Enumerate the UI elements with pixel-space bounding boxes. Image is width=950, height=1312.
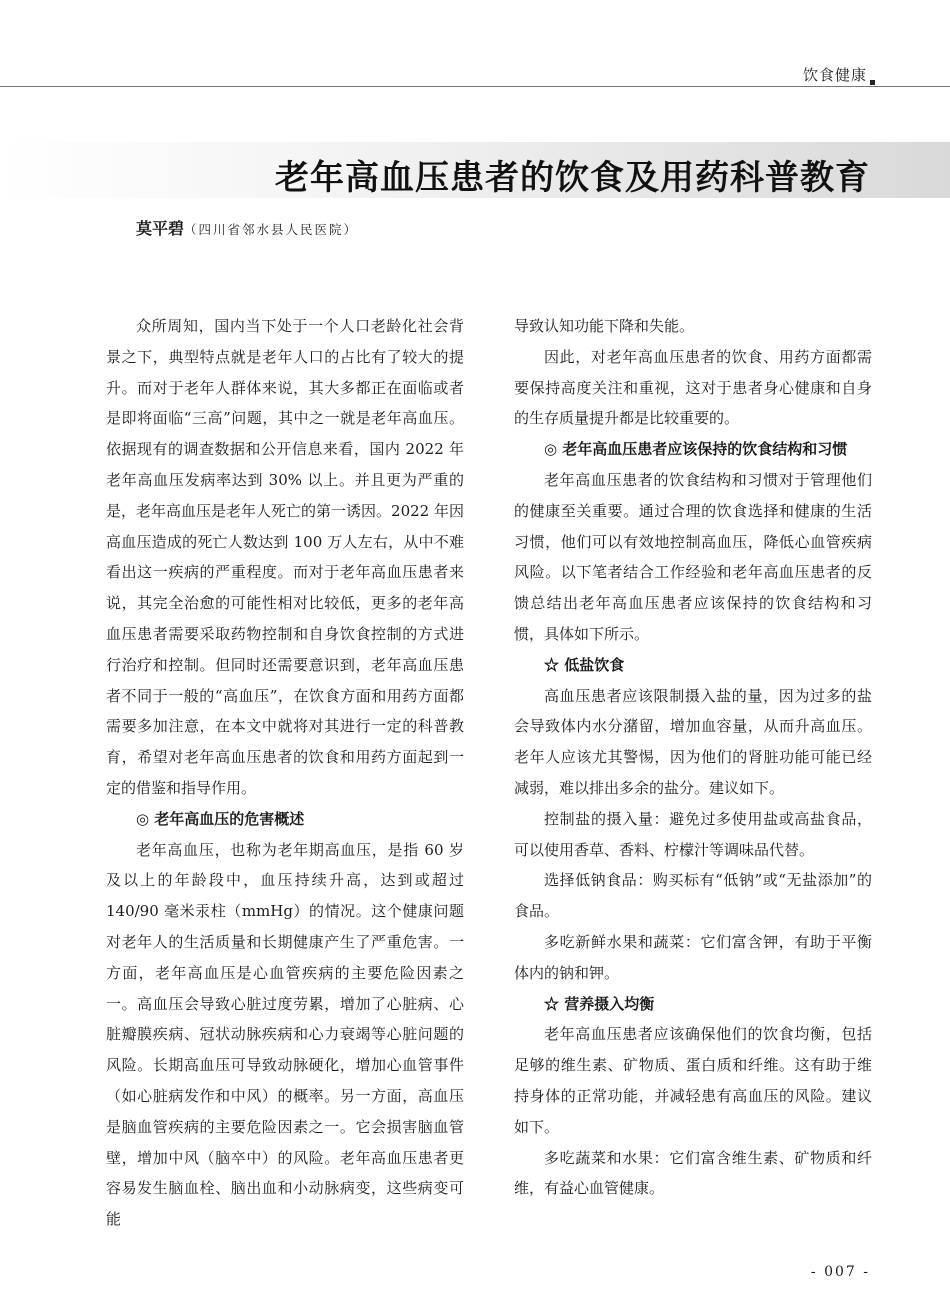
right-column bbox=[514, 311, 872, 1204]
summary-paragraph: 因此，对老年高血压患者的饮食、用药方面都需要保持高度关注和重视，这对于患者身心健康和自身的生存质量提升都是比较重要的。 bbox=[514, 347, 872, 428]
vegetables-paragraph: 多吃蔬菜和水果：它们富含维生素、矿物质和纤维，有益心血管健康。 bbox=[514, 1148, 872, 1198]
left-column bbox=[106, 311, 464, 1235]
article-title: 老年高血压患者的饮食及用药科普教育 bbox=[275, 158, 870, 198]
fruit-vegetable-paragraph: 多吃新鲜水果和蔬菜：它们富含钾，有助于平衡体内的钠和钾。 bbox=[514, 932, 872, 982]
diet-intro-paragraph: 老年高血压患者的饮食结构和习惯对于管理他们的健康至关重要。通过合理的饮食选择和健康的生活习惯，他们可以有效地控制高血压，降低心血管疾病风险。以下笔者结合工作经验和老年高血压患者的反馈总结出老年高血压患者应该保持的饮食结构和习惯，具体如下所示。 bbox=[514, 470, 872, 643]
subheading-balanced-nutrition: ☆ 营养摄入均衡 bbox=[544, 994, 655, 1013]
header-divider bbox=[0, 86, 950, 87]
section-heading-hazards: ◎ 老年高血压的危害概述 bbox=[136, 809, 305, 828]
author-line bbox=[136, 216, 358, 239]
author-name: 莫平碧 bbox=[136, 219, 185, 238]
intro-paragraph: 众所周知，国内当下处于一个人口老龄化社会背景之下，典型特点就是老年人口的占比有了较大的提升。而对于老年人群体来说，其大多都正在面临或者是即将面临“三高”问题，其中之一就是老年高血压。依据现有的调查数据和公开信息来看，国内 2022 年老年高血压发病率达到 30% 以上。并且更为严重的是，老年高血压是老年人死亡的第一诱因。2022 年因高血压造成的死亡人数达到 100 万人左右，从中不难看出这一疾病的严重程度。而对于老年高血压患者来说，其完全治愈的可能性相对比较低，更多的老年高血压患者需要采取药物控制和自身饮食控制的方式进行治疗和控制。但同时还需要意识到，老年高血压患者不同于一般的“高血压”，在饮食方面和用药方面都需要多加注意，在本文中就将对其进行一定的科普教育，希望对老年高血压患者的饮食和用药方面起到一定的借鉴和指导作用。 bbox=[106, 317, 464, 797]
salt-control-paragraph: 控制盐的摄入量：避免过多使用盐或高盐食品，可以使用香草、香料、柠檬汁等调味品代替。 bbox=[514, 809, 872, 859]
subheading-low-salt: ☆ 低盐饮食 bbox=[544, 655, 625, 674]
balanced-nutrition-paragraph: 老年高血压患者应该确保他们的饮食均衡，包括足够的维生素、矿物质、蛋白质和纤维。这有助于维持身体的正常功能，并减轻患有高血压的风险。建议如下。 bbox=[514, 1025, 872, 1136]
page-number: - 007 - bbox=[810, 1264, 870, 1280]
continued-paragraph: 导致认知功能下降和失能。 bbox=[514, 317, 695, 335]
hazards-paragraph: 老年高血压，也称为老年期高血压，是指 60 岁及以上的年龄段中，血压持续升高，达到或超过 140/90 毫米汞柱（mmHg）的情况。这个健康问题对老年人的生活质量和长期健康产生了严重危害。一方面，老年高血压是心血管疾病的主要危险因素之一。高血压会导致心脏过度劳累，增加了心脏病、心脏瓣膜疾病、冠状动脉疾病和心力衰竭等心脏问题的风险。长期高血压可导致动脉硬化，增加心血管事件（如心脏病发作和中风）的概率。另一方面，高血压是脑血管疾病的主要危险因素之一。它会损害脑血管壁，增加中风（脑卒中）的风险。老年高血压患者更容易发生脑血栓、脑出血和小动脉病变，这些病变可能 bbox=[106, 840, 464, 1229]
low-sodium-paragraph: 选择低钠食品：购买标有“低钠”或“无盐添加”的食品。 bbox=[514, 871, 872, 921]
author-affiliation: （四川省邻水县人民医院） bbox=[184, 222, 359, 237]
section-label: 饮食健康 bbox=[802, 66, 867, 84]
section-heading-diet: ◎ 老年高血压患者应该保持的饮食结构和习惯 bbox=[544, 440, 848, 459]
low-salt-paragraph: 高血压患者应该限制摄入盐的量，因为过多的盐会导致体内水分潴留，增加血容量，从而升高血压。老年人应该尤其警惕，因为他们的肾脏功能可能已经减弱，难以排出多余的盐分。建议如下。 bbox=[514, 686, 872, 797]
section-marker bbox=[870, 80, 875, 85]
